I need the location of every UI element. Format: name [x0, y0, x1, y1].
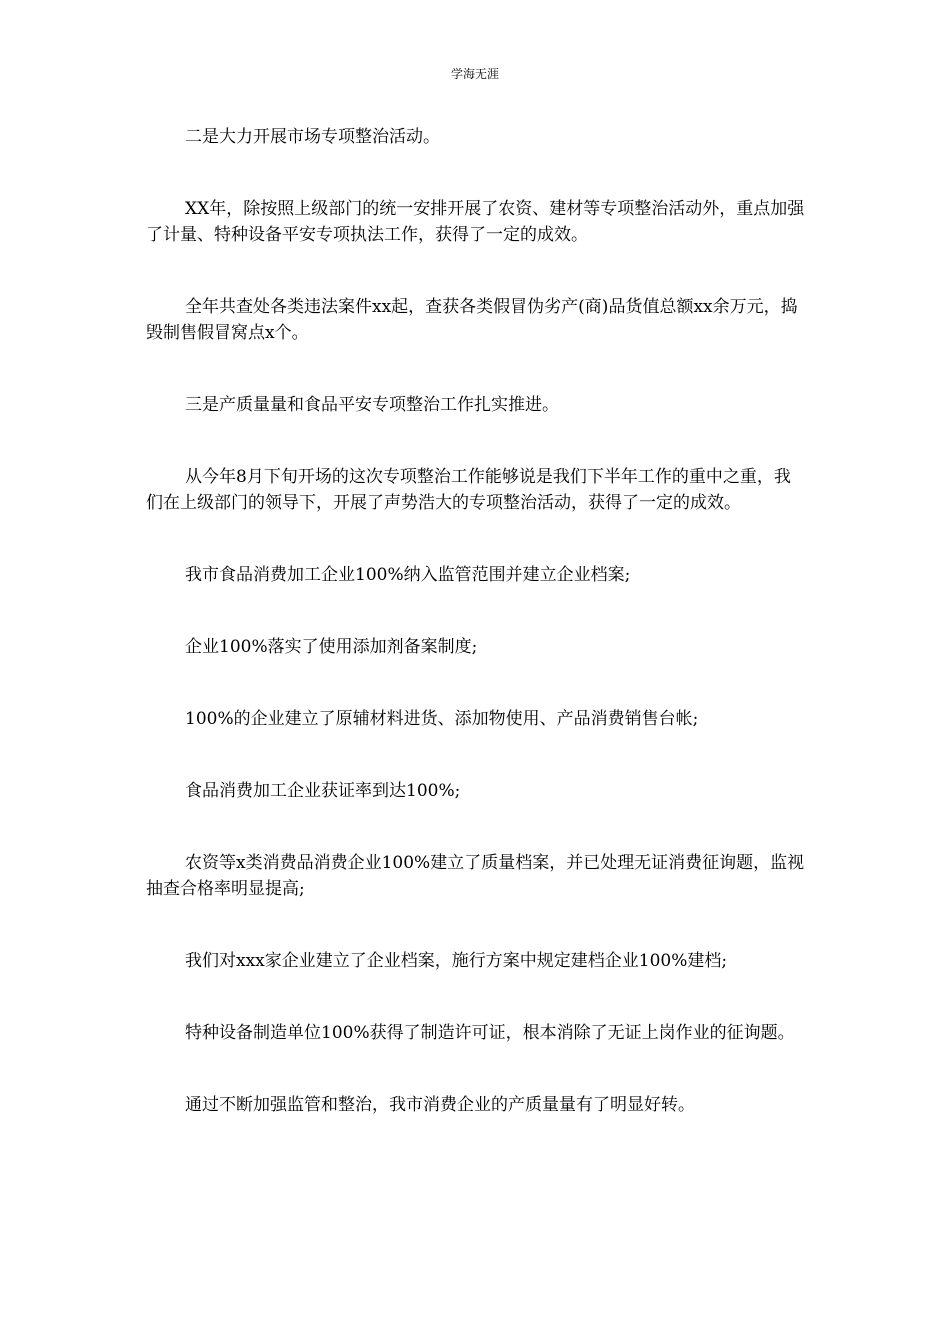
paragraph: 100%的企业建立了原辅材料进货、添加物使用、产品消费销售台帐; — [185, 709, 699, 729]
paragraph: 二是大力开展市场专项整治活动。 — [185, 127, 440, 147]
paragraph: 我们对xxx家企业建立了企业档案，施行方案中规定建档企业100%建档; — [185, 951, 728, 971]
paragraph: 食品消费加工企业获证率到达100%; — [185, 781, 461, 801]
paragraph: 通过不断加强监管和整治，我市消费企业的产质量量有了明显好转。 — [185, 1095, 695, 1115]
paragraph: 我市食品消费加工企业100%纳入监管范围并建立企业档案; — [185, 565, 631, 585]
paragraph: XX年，除按照上级部门的统一安排开展了农资、建材等专项整治活动外，重点加强了计量、特种设备平安专项执法工作，获得了一定的成效。 — [146, 199, 805, 245]
document-body — [146, 124, 806, 1164]
paragraph: 农资等x类消费品消费企业100%建立了质量档案，并已处理无证消费征询题，监视抽查合格率明显提高; — [146, 853, 805, 899]
paragraph: 从今年8月下旬开场的这次专项整治工作能够说是我们下半年工作的重中之重，我们在上级部门的领导下，开展了声势浩大的专项整治活动，获得了一定的成效。 — [146, 467, 791, 513]
paragraph: 三是产质量量和食品平安专项整治工作扎实推进。 — [185, 395, 559, 415]
paragraph: 企业100%落实了使用添加剂备案制度; — [185, 637, 478, 657]
paragraph: 特种设备制造单位100%获得了制造许可证，根本消除了无证上岗作业的征询题。 — [185, 1023, 795, 1043]
page-header: 学海无涯 — [450, 67, 499, 81]
paragraph: 全年共查处各类违法案件xx起，查获各类假冒伪劣产(商)品货值总额xx余万元，捣毁制售假冒窝点x个。 — [146, 297, 798, 343]
